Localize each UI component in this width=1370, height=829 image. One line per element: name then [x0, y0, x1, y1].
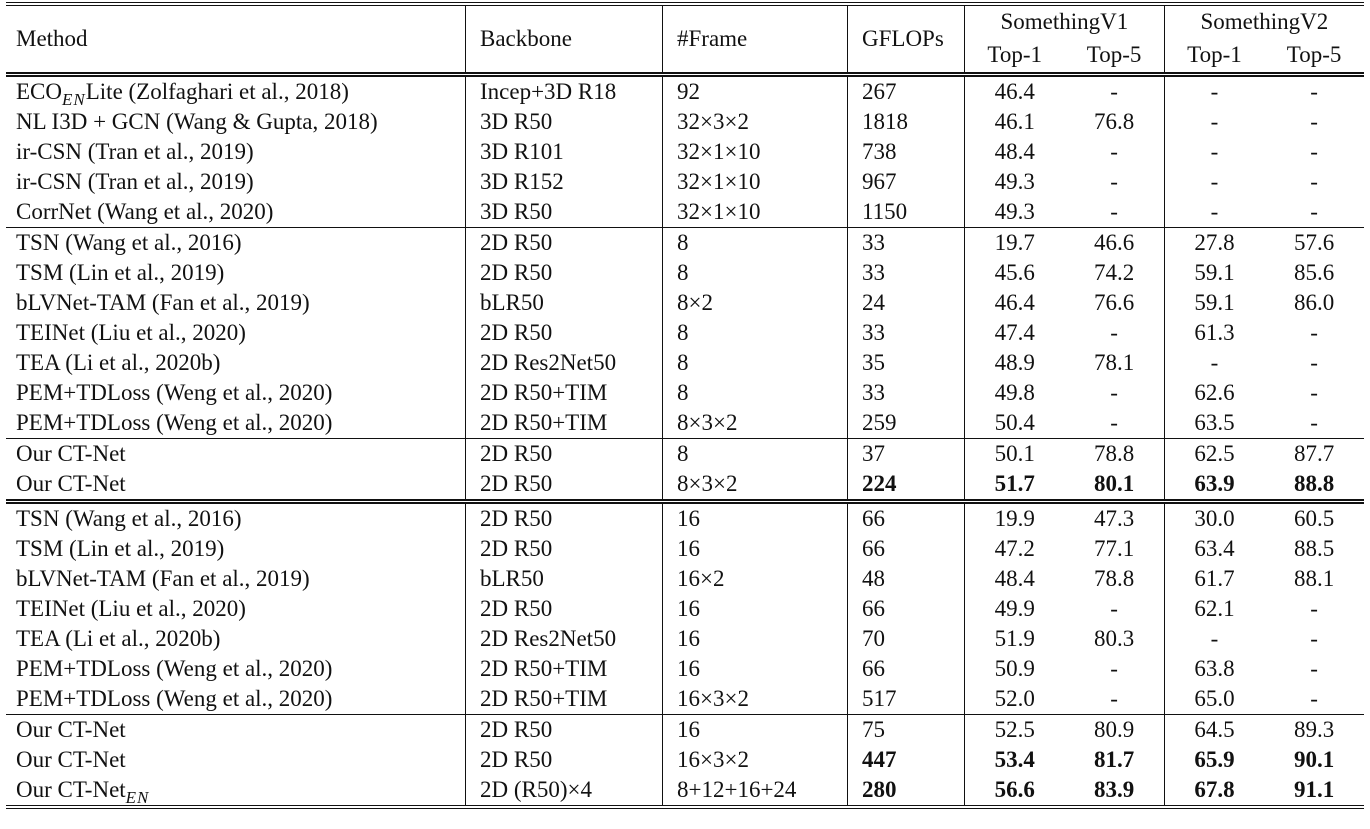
table-row: [6, 318, 1364, 348]
cell-v2-top5: -: [1264, 75, 1364, 108]
results-table-container: [6, 0, 1364, 809]
cell-frame: 16: [663, 594, 848, 624]
cell-v2-top5: 90.1: [1293, 747, 1335, 772]
cell-frame: 8×3×2: [663, 408, 848, 439]
cell-backbone: 2D R50: [466, 745, 663, 775]
cell-gflops: 66: [848, 502, 965, 535]
cell-gflops: 70: [848, 624, 965, 654]
cell-v1-top5: 83.9: [1064, 775, 1164, 807]
cell-v2-top1: -: [1164, 107, 1264, 137]
table-row: [6, 75, 1364, 108]
cell-v1-top1: 52.0: [965, 684, 1065, 715]
table-row: [6, 624, 1364, 654]
cell-v1-top5: 78.8: [1064, 439, 1164, 470]
table-row: [6, 502, 1364, 535]
table-row: [6, 684, 1364, 715]
table-row: [6, 775, 1364, 807]
cell-backbone: 2D R50+TIM: [466, 378, 663, 408]
cell-backbone: 3D R50: [466, 197, 663, 228]
cell-v1-top1: 48.4: [965, 137, 1065, 167]
cell-gflops: 738: [848, 137, 965, 167]
cell-v2-top5: 86.0: [1293, 290, 1335, 315]
cell-v2-top1: 65.9: [1164, 745, 1264, 775]
cell-backbone: 3D R101: [466, 137, 663, 167]
cell-method: [6, 715, 466, 746]
header-row-1: [6, 4, 1364, 39]
cell-v1-top5: 47.3: [1064, 502, 1164, 535]
cell-v1-top5: -: [1064, 75, 1164, 108]
cell-backbone: 2D R50+TIM: [466, 684, 663, 715]
table-row: [6, 469, 1364, 502]
method-name: PEM+TDLoss (Weng et al., 2020): [16, 656, 333, 681]
cell-v2-top5: 88.8: [1293, 471, 1335, 496]
cell-v2-top5: 60.5: [1264, 502, 1364, 535]
table-row: [6, 167, 1364, 197]
cell-method: [6, 197, 466, 228]
cell-backbone: 2D R50: [466, 469, 663, 502]
table-row: [6, 654, 1364, 684]
cell-v2-top5: -: [1310, 350, 1318, 375]
cell-method: [6, 564, 466, 594]
cell-backbone: 2D R50: [466, 258, 663, 288]
method-name: Our CT-Net: [16, 747, 126, 772]
cell-frame: 16: [663, 502, 848, 535]
header-v1-top5: Top-5: [1086, 42, 1142, 68]
cell-v2-top1: 62.1: [1164, 594, 1264, 624]
method-name: Our CT-Net: [16, 777, 126, 802]
cell-v2-top5: 88.5: [1293, 536, 1335, 561]
cell-frame: 16: [663, 715, 848, 746]
cell-v1-top5: -: [1110, 199, 1118, 224]
cell-frame: 32×1×10: [663, 197, 848, 228]
cell-frame: 8: [663, 318, 848, 348]
method-name: bLVNet-TAM (Fan et al., 2019): [16, 290, 310, 315]
cell-gflops: 66: [848, 534, 965, 564]
cell-v2-top1: 63.8: [1164, 654, 1264, 684]
cell-v1-top1: 51.7: [965, 469, 1065, 502]
cell-v2-top1: 59.1: [1164, 288, 1264, 318]
cell-v2-top5: 88.1: [1293, 566, 1335, 591]
cell-method: [6, 624, 466, 654]
method-name: TEINet (Liu et al., 2020): [16, 320, 246, 345]
cell-gflops: 259: [848, 408, 965, 439]
table-row: [6, 137, 1364, 167]
method-name: TEA (Li et al., 2020b): [16, 626, 221, 651]
cell-v2-top1: 65.0: [1164, 684, 1264, 715]
cell-v1-top1: 52.5: [965, 715, 1065, 746]
cell-backbone: bLR50: [466, 564, 663, 594]
cell-v1-top1: 47.4: [965, 318, 1065, 348]
cell-v1-top1: 46.1: [965, 107, 1065, 137]
method-name: TSN (Wang et al., 2016): [16, 230, 242, 255]
cell-gflops: 1150: [848, 197, 965, 228]
method-name: PEM+TDLoss (Weng et al., 2020): [16, 686, 333, 711]
cell-method: [6, 502, 466, 535]
cell-method: [6, 439, 466, 470]
cell-v2-top1: 62.5: [1164, 439, 1264, 470]
cell-frame: 8: [663, 378, 848, 408]
table-row: [6, 594, 1364, 624]
cell-backbone: 2D R50: [466, 594, 663, 624]
cell-v1-top5: 76.8: [1093, 109, 1135, 134]
cell-v2-top5: -: [1310, 410, 1318, 435]
cell-v2-top5: -: [1310, 199, 1318, 224]
method-name: ir-CSN (Tran et al., 2019): [16, 139, 254, 164]
cell-frame: 8: [663, 439, 848, 470]
cell-v1-top1: 45.6: [965, 258, 1065, 288]
method-subscript: EN: [125, 788, 150, 807]
header-v2-top5: Top-5: [1286, 42, 1342, 68]
cell-v1-top1: 46.4: [965, 288, 1065, 318]
cell-backbone: 3D R50: [466, 107, 663, 137]
table-row: [6, 228, 1364, 259]
cell-v1-top5: -: [1110, 410, 1118, 435]
cell-backbone: 2D R50+TIM: [466, 408, 663, 439]
cell-v2-top1: 63.4: [1164, 534, 1264, 564]
cell-v1-top1: 19.9: [965, 502, 1065, 535]
cell-frame: 16×3×2: [663, 745, 848, 775]
cell-v2-top5: -: [1310, 626, 1318, 651]
cell-method: [6, 107, 466, 137]
header-frame: #Frame: [663, 4, 848, 75]
cell-method: [6, 318, 466, 348]
cell-gflops: 37: [848, 439, 965, 470]
cell-v2-top5: -: [1310, 169, 1318, 194]
table-row: [6, 107, 1364, 137]
cell-v1-top5: 74.2: [1093, 260, 1135, 285]
cell-v2-top5: 91.1: [1264, 775, 1364, 807]
cell-v2-top1: -: [1164, 197, 1264, 228]
table-row: [6, 348, 1364, 378]
cell-frame: 16: [663, 654, 848, 684]
cell-v2-top5: -: [1310, 320, 1318, 345]
cell-v1-top5: -: [1110, 380, 1118, 405]
cell-v2-top5: 85.6: [1293, 260, 1335, 285]
cell-v1-top1: 51.9: [965, 624, 1065, 654]
cell-method: [6, 378, 466, 408]
cell-backbone: bLR50: [466, 288, 663, 318]
cell-v1-top1: 48.4: [965, 564, 1065, 594]
cell-v2-top1: -: [1164, 624, 1264, 654]
method-name: Our CT-Net: [16, 471, 126, 496]
cell-gflops: 66: [848, 654, 965, 684]
method-name: ECO: [16, 79, 62, 104]
cell-v2-top1: 63.9: [1164, 469, 1264, 502]
cell-frame: 8×3×2: [663, 469, 848, 502]
cell-v2-top5: 89.3: [1264, 715, 1364, 746]
cell-v1-top1: 47.2: [965, 534, 1065, 564]
cell-method: [6, 745, 466, 775]
cell-gflops: 75: [848, 715, 965, 746]
cell-v1-top5: 80.3: [1093, 626, 1135, 651]
cell-v1-top1: 56.6: [965, 775, 1065, 807]
cell-v1-top1: 50.1: [965, 439, 1065, 470]
cell-v1-top5: -: [1110, 320, 1118, 345]
method-name: TEINet (Liu et al., 2020): [16, 596, 246, 621]
cell-method: [6, 534, 466, 564]
table-row: [6, 258, 1364, 288]
cell-frame: 8×2: [663, 288, 848, 318]
header-v2-top1: Top-1: [1164, 39, 1264, 75]
cell-gflops: 48: [848, 564, 965, 594]
cell-frame: 8: [663, 228, 848, 259]
method-name: TSM (Lin et al., 2019): [16, 536, 225, 561]
method-name: TSM (Lin et al., 2019): [16, 260, 225, 285]
cell-v1-top1: 49.9: [965, 594, 1065, 624]
cell-v1-top1: 50.4: [965, 408, 1065, 439]
cell-v1-top5: -: [1110, 169, 1118, 194]
method-name: PEM+TDLoss (Weng et al., 2020): [16, 380, 333, 405]
cell-backbone: 2D R50: [466, 318, 663, 348]
table-row: [6, 564, 1364, 594]
cell-v1-top1: 49.3: [965, 167, 1065, 197]
cell-backbone: 2D R50: [466, 439, 663, 470]
cell-gflops: 517: [848, 684, 965, 715]
cell-v2-top5: 57.6: [1264, 228, 1364, 259]
cell-v2-top5: -: [1310, 686, 1318, 711]
cell-v1-top1: 48.9: [965, 348, 1065, 378]
cell-gflops: 33: [848, 258, 965, 288]
cell-backbone: 2D Res2Net50: [466, 624, 663, 654]
cell-gflops: 33: [848, 228, 965, 259]
header-gflops: GFLOPs: [848, 4, 965, 75]
cell-method: [6, 654, 466, 684]
cell-backbone: 2D R50+TIM: [466, 654, 663, 684]
cell-backbone: 2D R50: [466, 715, 663, 746]
table-row: [6, 288, 1364, 318]
table-row: [6, 715, 1364, 746]
cell-gflops: 267: [848, 75, 965, 108]
cell-v2-top1: -: [1164, 348, 1264, 378]
cell-v1-top5: -: [1110, 139, 1118, 164]
method-name: TSN (Wang et al., 2016): [16, 506, 242, 531]
method-subscript: EN: [62, 90, 86, 109]
cell-frame: 32×1×10: [663, 167, 848, 197]
cell-frame: 32×1×10: [663, 137, 848, 167]
cell-frame: 16: [663, 534, 848, 564]
cell-method: [6, 408, 466, 439]
cell-v2-top1: 67.8: [1164, 775, 1264, 807]
cell-v1-top5: 78.8: [1093, 566, 1135, 591]
method-name: ir-CSN (Tran et al., 2019): [16, 169, 254, 194]
cell-v1-top5: -: [1110, 656, 1118, 681]
table-row: [6, 408, 1364, 439]
cell-gflops: 1818: [848, 107, 965, 137]
table-row: [6, 378, 1364, 408]
cell-gflops: 24: [848, 288, 965, 318]
cell-method: [6, 228, 466, 259]
cell-v1-top5: 80.9: [1064, 715, 1164, 746]
cell-frame: 8: [663, 258, 848, 288]
cell-v2-top1: 63.5: [1164, 408, 1264, 439]
table-row: [6, 197, 1364, 228]
cell-v1-top5: 78.1: [1093, 350, 1135, 375]
cell-gflops: 224: [848, 469, 965, 502]
header-something-v2: SomethingV2: [1164, 4, 1364, 39]
cell-v1-top1: 46.4: [965, 75, 1065, 108]
cell-backbone: 2D R50: [466, 502, 663, 535]
cell-v2-top1: 30.0: [1164, 502, 1264, 535]
method-name: PEM+TDLoss (Weng et al., 2020): [16, 410, 333, 435]
method-name: CorrNet (Wang et al., 2020): [16, 199, 274, 224]
cell-v2-top5: -: [1310, 656, 1318, 681]
cell-method: [6, 137, 466, 167]
method-name: bLVNet-TAM (Fan et al., 2019): [16, 566, 310, 591]
cell-v2-top1: 64.5: [1164, 715, 1264, 746]
cell-v1-top5: 76.6: [1093, 290, 1135, 315]
cell-frame: 8+12+16+24: [663, 775, 848, 807]
cell-v1-top1: 49.3: [965, 197, 1065, 228]
cell-v1-top1: 49.8: [965, 378, 1065, 408]
cell-v2-top1: 61.3: [1164, 318, 1264, 348]
cell-gflops: 280: [848, 775, 965, 807]
method-suffix: Lite (Zolfaghari et al., 2018): [85, 79, 349, 104]
cell-frame: 16×2: [663, 564, 848, 594]
cell-backbone: 2D R50: [466, 534, 663, 564]
table-row: [6, 534, 1364, 564]
cell-method: [6, 348, 466, 378]
cell-v2-top5: -: [1310, 380, 1318, 405]
method-name: Our CT-Net: [16, 441, 126, 466]
cell-v1-top5: 77.1: [1093, 536, 1135, 561]
cell-frame: 32×3×2: [663, 107, 848, 137]
cell-v2-top1: 59.1: [1164, 258, 1264, 288]
cell-method: [6, 288, 466, 318]
cell-v2-top1: -: [1164, 75, 1264, 108]
header-v1-top1: Top-1: [965, 39, 1065, 75]
cell-backbone: 2D (R50)×4: [466, 775, 663, 807]
cell-gflops: 33: [848, 318, 965, 348]
method-name: TEA (Li et al., 2020b): [16, 350, 221, 375]
cell-backbone: 2D R50: [466, 228, 663, 259]
method-name: Our CT-Net: [16, 717, 126, 742]
cell-v2-top1: -: [1164, 137, 1264, 167]
cell-v1-top1: 19.7: [965, 228, 1065, 259]
cell-v1-top1: 53.4: [965, 745, 1065, 775]
cell-v1-top5: 81.7: [1093, 747, 1135, 772]
cell-v1-top5: 80.1: [1093, 471, 1135, 496]
cell-v2-top5: -: [1310, 596, 1318, 621]
cell-gflops: 35: [848, 348, 965, 378]
cell-method: [6, 594, 466, 624]
cell-method: [6, 75, 466, 108]
header-backbone: Backbone: [466, 4, 663, 75]
cell-frame: 8: [663, 348, 848, 378]
cell-v2-top5: 87.7: [1264, 439, 1364, 470]
cell-backbone: 3D R152: [466, 167, 663, 197]
cell-gflops: 33: [848, 378, 965, 408]
cell-backbone: Incep+3D R18: [466, 75, 663, 108]
cell-v2-top1: 62.6: [1164, 378, 1264, 408]
table-row: [6, 745, 1364, 775]
cell-v2-top1: -: [1164, 167, 1264, 197]
header-something-v1: SomethingV1: [965, 4, 1165, 39]
cell-v2-top1: 61.7: [1164, 564, 1264, 594]
header-method: Method: [6, 4, 466, 75]
cell-method: [6, 684, 466, 715]
cell-v1-top5: -: [1110, 596, 1118, 621]
cell-gflops: 447: [848, 745, 965, 775]
cell-method: [6, 167, 466, 197]
cell-backbone: 2D Res2Net50: [466, 348, 663, 378]
cell-v1-top1: 50.9: [965, 654, 1065, 684]
cell-v1-top5: -: [1110, 686, 1118, 711]
cell-v2-top1: 27.8: [1164, 228, 1264, 259]
cell-v2-top5: -: [1310, 109, 1318, 134]
cell-v1-top5: 46.6: [1064, 228, 1164, 259]
cell-frame: 16: [663, 624, 848, 654]
table-row: [6, 439, 1364, 470]
method-name: NL I3D + GCN (Wang & Gupta, 2018): [16, 109, 378, 134]
cell-method: [6, 258, 466, 288]
cell-gflops: 66: [848, 594, 965, 624]
table-body: [6, 75, 1364, 808]
cell-method: [6, 775, 466, 807]
cell-gflops: 967: [848, 167, 965, 197]
cell-frame: 16×3×2: [663, 684, 848, 715]
cell-frame: 92: [663, 75, 848, 108]
cell-method: [6, 469, 466, 502]
comparison-table: [6, 2, 1364, 809]
cell-v2-top5: -: [1310, 139, 1318, 164]
